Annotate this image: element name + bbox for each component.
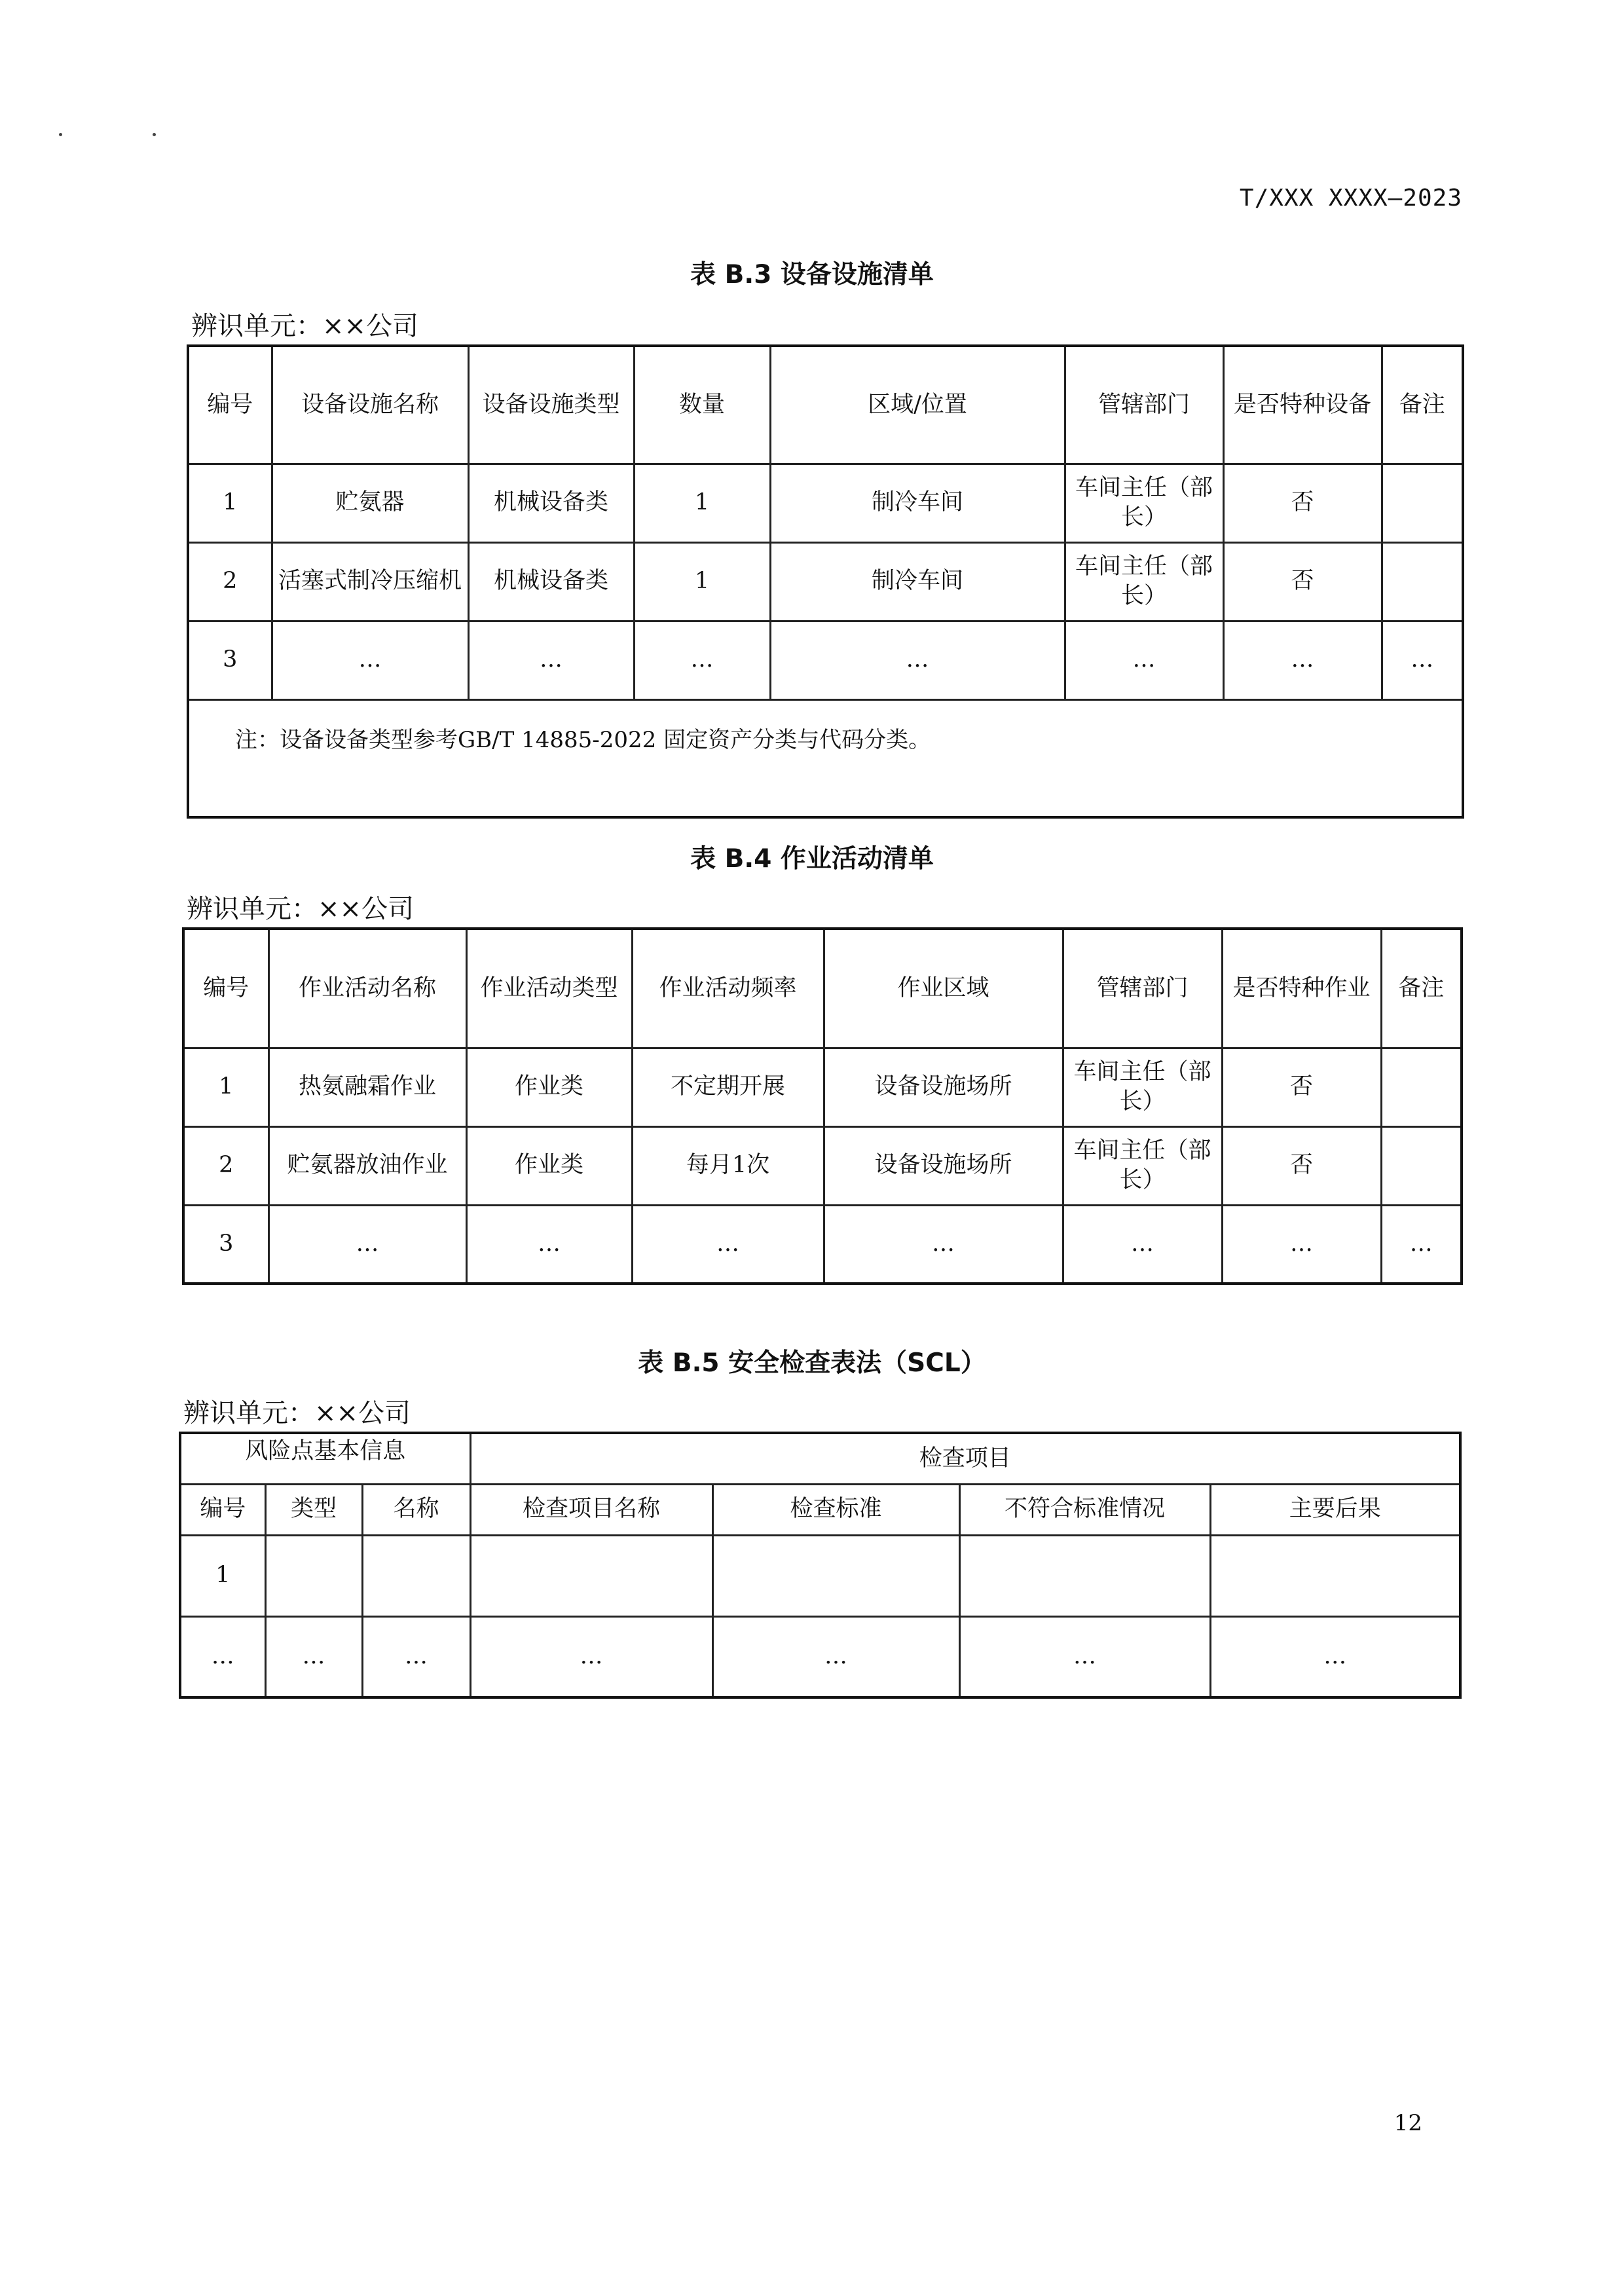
header-cell: 备注 (1381, 929, 1462, 1048)
header-cell: 区域/位置 (770, 346, 1065, 464)
header-cell: 作业区域 (824, 929, 1063, 1048)
table-note: 注：设备设备类型参考GB/T 14885-2022 固定资产分类与代码分类。 (188, 699, 1463, 817)
table-cell (470, 1535, 712, 1616)
header-cell: 类型 (265, 1484, 362, 1535)
header-cell: 是否特种作业 (1222, 929, 1381, 1048)
header-cell: 编号 (180, 1484, 265, 1535)
table-header-row (188, 346, 1463, 464)
header-cell: 作业活动频率 (632, 929, 824, 1048)
group-header-cell: 风险点基本信息 (180, 1433, 470, 1484)
table-cell: … (468, 621, 634, 699)
table-cell: … (1222, 1205, 1381, 1284)
table-b3-caption: 表 B.3 设备设施清单 (690, 260, 934, 289)
scan-mark (59, 133, 62, 136)
table-cell: … (466, 1205, 632, 1284)
header-cell: 管辖部门 (1063, 929, 1222, 1048)
table-cell: 2 (183, 1126, 268, 1205)
table-row (183, 1048, 1462, 1126)
table-row (180, 1616, 1460, 1697)
table-cell: 不定期开展 (632, 1048, 824, 1126)
table-cell (1381, 1048, 1462, 1126)
table-cell: 贮氨器 (272, 464, 468, 542)
table-b4-unit: 辨识单元：××公司 (187, 894, 415, 924)
table-cell: 否 (1222, 1048, 1381, 1126)
table-cell: 否 (1222, 1126, 1381, 1205)
table-header-row (183, 929, 1462, 1048)
table-cell: 1 (634, 464, 770, 542)
table-cell: 1 (183, 1048, 268, 1126)
header-cell: 主要后果 (1210, 1484, 1460, 1535)
table-cell: … (180, 1616, 265, 1697)
table-cell (362, 1535, 470, 1616)
header-cell: 名称 (362, 1484, 470, 1535)
table-cell: … (1223, 621, 1382, 699)
table-cell: 作业类 (466, 1048, 632, 1126)
table-cell (1382, 542, 1463, 621)
table-cell: 车间主任（部长） (1063, 1126, 1222, 1205)
table-cell: 1 (180, 1535, 265, 1616)
table-b5-caption: 表 B.5 安全检查表法（SCL） (638, 1348, 986, 1378)
table-cell: … (1210, 1616, 1460, 1697)
table-cell: 每月1次 (632, 1126, 824, 1205)
table-cell (1210, 1535, 1460, 1616)
table-cell: … (1065, 621, 1223, 699)
table-cell: 1 (188, 464, 272, 542)
table-b4-caption: 表 B.4 作业活动清单 (690, 844, 934, 874)
scan-mark (153, 133, 156, 136)
table-cell: 设备设施场所 (824, 1126, 1063, 1205)
table-cell (712, 1535, 959, 1616)
table-b3 (187, 344, 1464, 819)
table-cell: 车间主任（部长） (1065, 464, 1223, 542)
table-b5 (179, 1432, 1462, 1699)
table-b3-unit: 辨识单元：××公司 (191, 311, 419, 341)
table-cell (1382, 464, 1463, 542)
header-cell: 设备设施类型 (468, 346, 634, 464)
header-cell: 作业活动名称 (268, 929, 466, 1048)
header-cell: 编号 (188, 346, 272, 464)
table-cell: … (470, 1616, 712, 1697)
table-cell: 2 (188, 542, 272, 621)
table-cell: … (824, 1205, 1063, 1284)
table-cell: … (634, 621, 770, 699)
table-cell: … (1063, 1205, 1222, 1284)
table-cell: … (632, 1205, 824, 1284)
table-cell (1381, 1126, 1462, 1205)
table-cell: … (265, 1616, 362, 1697)
table-row (188, 464, 1463, 542)
table-b5-unit: 辨识单元：××公司 (183, 1398, 411, 1428)
table-row (188, 621, 1463, 699)
header-cell: 设备设施名称 (272, 346, 468, 464)
table-cell: … (770, 621, 1065, 699)
table-cell: 设备设施场所 (824, 1048, 1063, 1126)
table-cell: … (1381, 1205, 1462, 1284)
table-cell: … (268, 1205, 466, 1284)
table-b4 (182, 927, 1463, 1285)
table-cell: 车间主任（部长） (1065, 542, 1223, 621)
header-cell: 备注 (1382, 346, 1463, 464)
table-cell: … (712, 1616, 959, 1697)
header-cell: 数量 (634, 346, 770, 464)
table-cell: 否 (1223, 464, 1382, 542)
header-cell: 管辖部门 (1065, 346, 1223, 464)
table-cell: 否 (1223, 542, 1382, 621)
table-cell: 热氨融霜作业 (268, 1048, 466, 1126)
table-cell: 车间主任（部长） (1063, 1048, 1222, 1126)
group-header-cell: 检查项目 (470, 1433, 1460, 1484)
table-group-header-row (180, 1433, 1460, 1484)
table-cell: … (272, 621, 468, 699)
table-cell: … (362, 1616, 470, 1697)
page-number: 12 (1393, 2110, 1422, 2136)
table-header-row (180, 1484, 1460, 1535)
table-cell: … (1382, 621, 1463, 699)
header-cell: 检查项目名称 (470, 1484, 712, 1535)
header-cell: 作业活动类型 (466, 929, 632, 1048)
table-cell: 贮氨器放油作业 (268, 1126, 466, 1205)
table-cell: 作业类 (466, 1126, 632, 1205)
table-cell: 3 (183, 1205, 268, 1284)
standard-code: T/XXX XXXX—2023 (1239, 185, 1462, 212)
table-row (183, 1126, 1462, 1205)
table-row (183, 1205, 1462, 1284)
header-cell: 不符合标准情况 (959, 1484, 1210, 1535)
table-cell: 1 (634, 542, 770, 621)
header-cell: 是否特种设备 (1223, 346, 1382, 464)
table-cell: 机械设备类 (468, 542, 634, 621)
table-cell: … (959, 1616, 1210, 1697)
header-cell: 检查标准 (712, 1484, 959, 1535)
table-cell: 制冷车间 (770, 464, 1065, 542)
table-cell: 制冷车间 (770, 542, 1065, 621)
table-cell (959, 1535, 1210, 1616)
table-cell (265, 1535, 362, 1616)
table-cell: 机械设备类 (468, 464, 634, 542)
table-note-row (188, 699, 1463, 817)
table-row (188, 542, 1463, 621)
table-row (180, 1535, 1460, 1616)
header-cell: 编号 (183, 929, 268, 1048)
table-cell: 3 (188, 621, 272, 699)
table-cell: 活塞式制冷压缩机 (272, 542, 468, 621)
